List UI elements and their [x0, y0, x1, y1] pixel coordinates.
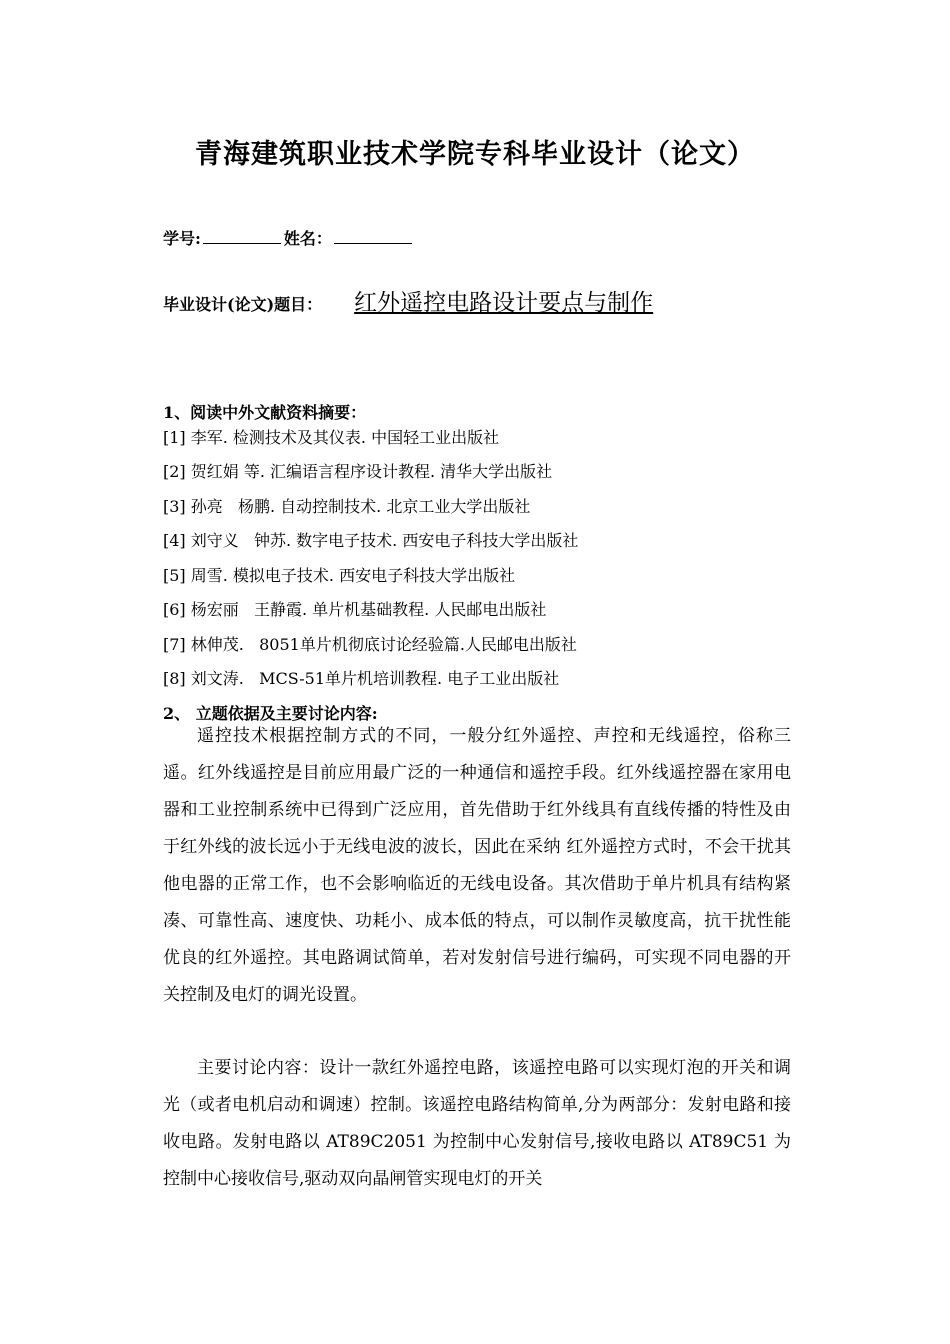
reference-item: [3] 孙亮 杨鹏. 自动控制技术. 北京工业大学出版社: [163, 497, 531, 516]
section2-heading: 2、 立题依据及主要讨论内容:: [163, 704, 378, 723]
name-blank: [334, 229, 412, 244]
reference-item: [4] 刘守义 钟苏. 数字电子技术. 西安电子科技大学出版社: [163, 531, 579, 550]
topic-value: 红外遥控电路设计要点与制作: [354, 290, 654, 316]
topic-label: 毕业设计(论文)题目：: [163, 295, 323, 314]
section1-heading: 1、阅读中外文献资料摘要：: [163, 403, 367, 422]
reference-item: [8] 刘文涛. MCS-51单片机培训教程. 电子工业出版社: [163, 669, 560, 688]
body-paragraph-1: 遥控技术根据控制方式的不同，一般分红外遥控、声控和无线遥控，俗称三遥。红外线遥控是目前应用最广泛的一种通信和遥控手段。红外线遥控器在家用电器和工业控制系统中已得到广泛应用，首先借助于红外线具有直线传播的特性及由于红外线的波长远小于无线电波的波长，因此在采纳 红外遥控方式时，不会干扰其他电器的正常工作，也不会影响临近的无线电设备。其次借助于单片机具有结构紧凑、可靠性高、速度快、功耗小、成本低的特点，可以制作灵敏度高，抗干扰性能优良的红外遥控。其电路调试简单，若对发射信号进行编码，可实现不同电器的开关控制及电灯的调光设置。: [163, 726, 791, 1005]
student-id-blank: [203, 229, 281, 244]
reference-item: [6] 杨宏丽 王静霞. 单片机基础教程. 人民邮电出版社: [163, 600, 547, 619]
topic-line: [163, 284, 653, 317]
reference-item: [1] 李军. 检测技术及其仪表. 中国轻工业出版社: [163, 428, 500, 447]
name-label: 姓名：: [283, 229, 332, 248]
reference-item: [7] 林伸茂. 8051单片机彻底讨论经验篇.人民邮电出版社: [163, 635, 577, 654]
document-title: 青海建筑职业技术学院专科毕业设计（论文）: [195, 139, 755, 170]
body-paragraph-2: 主要讨论内容：设计一款红外遥控电路，该遥控电路可以实现灯泡的开关和调光（或者电机启动和调速）控制。该遥控电路结构简单,分为两部分：发射电路和接收电路。发射电路以 AT89C2051 为控制中心发射信号,接收电路以 AT89C51 为控制中心接收信号,驱动双向晶闸管实现电灯的开关: [163, 1058, 791, 1189]
reference-item: [5] 周雪. 模拟电子技术. 西安电子科技大学出版社: [163, 566, 516, 585]
student-info-line: [163, 226, 415, 249]
student-id-label: 学号:: [163, 229, 201, 248]
reference-item: [2] 贺红娟 等. 汇编语言程序设计教程. 清华大学出版社: [163, 462, 553, 481]
